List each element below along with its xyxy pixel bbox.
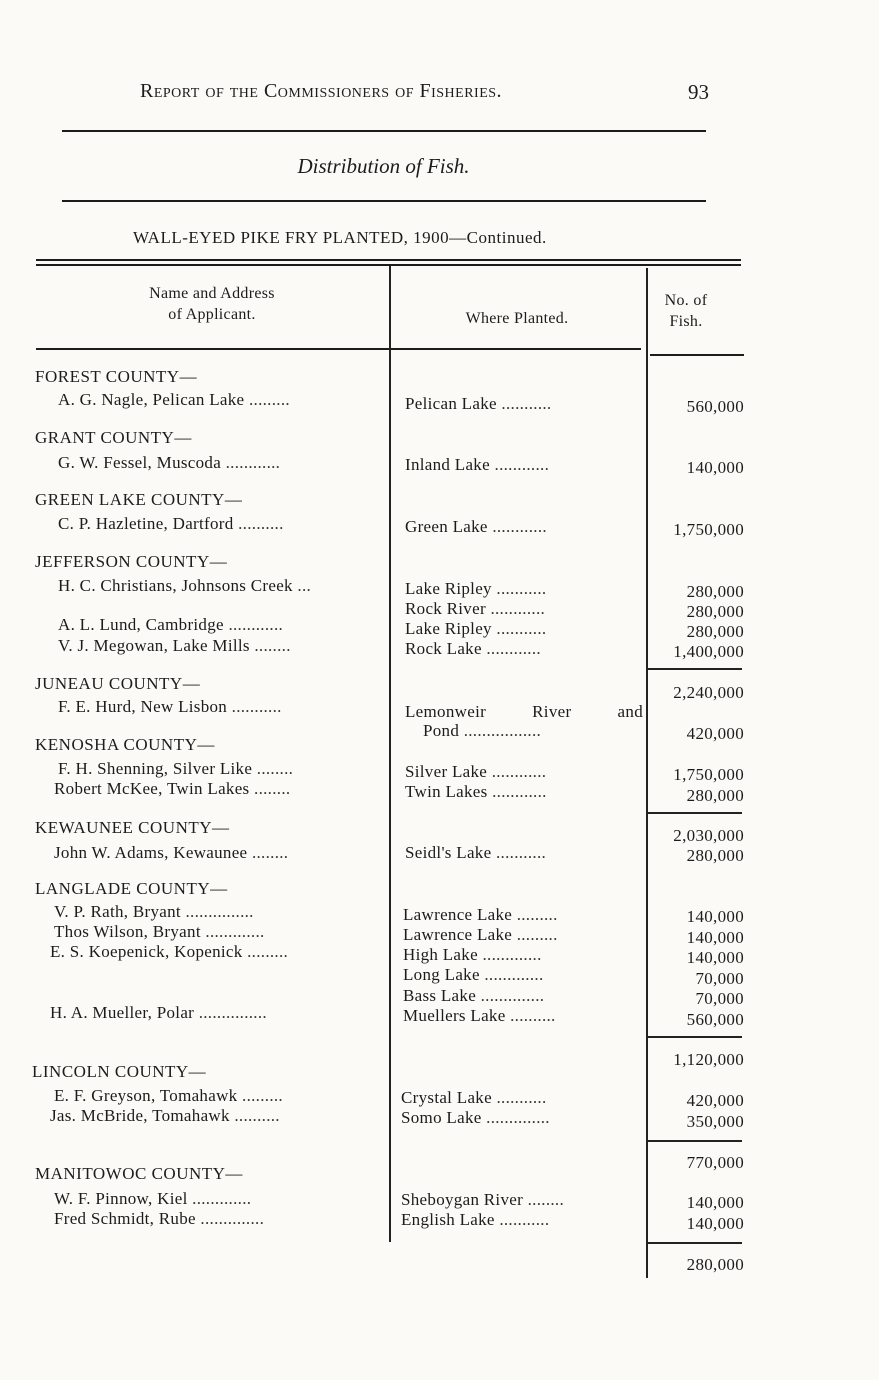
column-header-applicant-line-2: of Applicant.: [168, 306, 256, 323]
column-header-applicant: [36, 283, 388, 325]
applicant-name: G. W. Fessel, Muscoda: [58, 453, 222, 472]
fish-count: 140,000: [686, 1193, 744, 1212]
applicant-entry: F. E. Hurd, New Lisbon ...........: [58, 697, 282, 716]
place-entry: Silver Lake ............: [405, 762, 547, 781]
place-entry: Muellers Lake ..........: [403, 1006, 556, 1025]
place-name: Green Lake: [405, 517, 488, 536]
fish-count: 70,000: [695, 969, 744, 988]
applicant-entry: Fred Schmidt, Rube ..............: [54, 1209, 265, 1228]
applicant-entry: C. P. Hazletine, Dartford ..........: [58, 514, 284, 533]
applicant-name: F. E. Hurd, New Lisbon: [58, 697, 228, 716]
applicant-entry: W. F. Pinnow, Kiel .............: [54, 1189, 252, 1208]
place-name: Silver Lake: [405, 762, 488, 781]
place-name: Lake Ripley: [405, 619, 492, 638]
place-name: Lawrence Lake: [403, 905, 513, 924]
applicant-entry: Jas. McBride, Tomahawk ..........: [50, 1106, 280, 1125]
applicant-entry: H. C. Christians, Johnsons Creek ...: [58, 576, 312, 595]
place-name: Pond: [423, 721, 460, 740]
fish-count: 560,000: [686, 1010, 744, 1029]
applicant-entry: F. H. Shenning, Silver Like ........: [58, 759, 294, 778]
fish-count: 280,000: [686, 846, 744, 865]
county-heading: MANITOWOC COUNTY—: [35, 1164, 243, 1183]
column-header-where: Where Planted.: [465, 310, 569, 327]
subtotal-rule: [646, 668, 742, 670]
applicant-name: W. F. Pinnow, Kiel: [54, 1189, 188, 1208]
place-name: Long Lake: [403, 965, 480, 984]
table-title: WALL-EYED PIKE FRY PLANTED, 1900—Continued.: [133, 228, 547, 247]
fish-count: 140,000: [686, 907, 744, 926]
applicant-name: H. A. Mueller, Polar: [50, 1003, 195, 1022]
subtotal-rule: [646, 1036, 742, 1038]
applicant-entry: Robert McKee, Twin Lakes ........: [54, 779, 291, 798]
applicant-name: C. P. Hazletine, Dartford: [58, 514, 234, 533]
place-entry: Pelican Lake ...........: [405, 394, 552, 413]
fish-count: 1,750,000: [673, 520, 744, 539]
place-name: High Lake: [403, 945, 478, 964]
fish-subtotal: 2,030,000: [673, 826, 744, 845]
place-name: Lake Ripley: [405, 579, 492, 598]
header-bottom-rule: [36, 348, 641, 350]
applicant-entry: A. L. Lund, Cambridge ............: [58, 615, 284, 634]
applicant-name: Fred Schmidt, Rube: [54, 1209, 196, 1228]
applicant-name: E. F. Greyson, Tomahawk: [54, 1086, 238, 1105]
applicant-name: V. J. Megowan, Lake Mills: [58, 636, 250, 655]
place-name: Bass Lake: [403, 986, 477, 1005]
fish-count: 420,000: [686, 724, 744, 743]
county-heading: JUNEAU COUNTY—: [35, 674, 201, 693]
place-entry: Lawrence Lake .........: [403, 925, 558, 944]
applicant-entry: John W. Adams, Kewaunee ........: [54, 843, 289, 862]
place-name: Lemonweir River and: [405, 702, 643, 721]
county-heading: LANGLADE COUNTY—: [35, 879, 228, 898]
applicant-name: E. S. Koepenick, Kopenick: [50, 942, 243, 961]
fish-count: 140,000: [686, 928, 744, 947]
place-entry: Lake Ripley ...........: [405, 619, 547, 638]
applicant-name: Thos Wilson, Bryant: [54, 922, 201, 941]
fish-count: 70,000: [695, 989, 744, 1008]
place-name: Rock River: [405, 599, 486, 618]
fish-count: 280,000: [686, 602, 744, 621]
place-name: Crystal Lake: [401, 1088, 492, 1107]
applicant-entry: E. F. Greyson, Tomahawk .........: [54, 1086, 283, 1105]
county-heading: KEWAUNEE COUNTY—: [35, 818, 230, 837]
applicant-name: H. C. Christians, Johnsons Creek: [58, 576, 293, 595]
place-entry: Lawrence Lake .........: [403, 905, 558, 924]
fish-count: 1,400,000: [673, 642, 744, 661]
place-name: Inland Lake: [405, 455, 490, 474]
subtotal-rule: [646, 1242, 742, 1244]
applicant-name: Jas. McBride, Tomahawk: [50, 1106, 230, 1125]
place-entry: Rock Lake ............: [405, 639, 541, 658]
header-bottom-rule-num: [650, 354, 744, 356]
table-top-rule: [36, 259, 741, 261]
fish-count: 560,000: [686, 397, 744, 416]
fish-subtotal: 770,000: [686, 1153, 744, 1172]
county-heading: GRANT COUNTY—: [35, 428, 192, 447]
place-name: English Lake: [401, 1210, 495, 1229]
applicant-entry: V. P. Rath, Bryant ...............: [54, 902, 254, 921]
place-entry: Sheboygan River ........: [401, 1190, 565, 1209]
fish-count: 140,000: [686, 458, 744, 477]
place-entry: Seidl's Lake ...........: [405, 843, 547, 862]
place-entry: Green Lake ............: [405, 517, 547, 536]
place-entry: Lake Ripley ...........: [405, 579, 547, 598]
fish-count: 280,000: [686, 786, 744, 805]
subtotal-rule: [646, 1140, 742, 1142]
place-entry: Rock River ............: [405, 599, 546, 618]
fish-subtotal: 1,120,000: [673, 1050, 744, 1069]
page-number: 93: [688, 80, 709, 104]
fish-count: 280,000: [686, 622, 744, 641]
fish-subtotal: 280,000: [686, 1255, 744, 1274]
fish-count: 1,750,000: [673, 765, 744, 784]
place-name: Muellers Lake: [403, 1006, 506, 1025]
place-name: Somo Lake: [401, 1108, 482, 1127]
column-header-count: [650, 290, 722, 332]
place-name: Seidl's Lake: [405, 843, 492, 862]
place-entry: [405, 702, 643, 722]
place-name: Lawrence Lake: [403, 925, 513, 944]
fish-count: 420,000: [686, 1091, 744, 1110]
header-rule: [62, 130, 706, 132]
county-heading: KENOSHA COUNTY—: [35, 735, 215, 754]
applicant-name: John W. Adams, Kewaunee: [54, 843, 248, 862]
section-rule: [62, 200, 706, 202]
section-title: Distribution of Fish.: [297, 154, 470, 178]
column-header-applicant-line-1: Name and Address: [149, 285, 275, 302]
place-entry: Long Lake .............: [403, 965, 544, 984]
fish-count: 140,000: [686, 948, 744, 967]
place-entry: Somo Lake ..............: [401, 1108, 550, 1127]
applicant-name: V. P. Rath, Bryant: [54, 902, 181, 921]
applicant-entry: V. J. Megowan, Lake Mills ........: [58, 636, 291, 655]
place-entry: Bass Lake ..............: [403, 986, 545, 1005]
column-divider-1: [389, 266, 391, 1242]
county-heading: GREEN LAKE COUNTY—: [35, 490, 243, 509]
place-entry: Inland Lake ............: [405, 455, 550, 474]
county-heading: LINCOLN COUNTY—: [32, 1062, 207, 1081]
applicant-entry: H. A. Mueller, Polar ...............: [50, 1003, 267, 1022]
subtotal-rule: [646, 812, 742, 814]
applicant-entry: A. G. Nagle, Pelican Lake .........: [58, 390, 290, 409]
place-name: Pelican Lake: [405, 394, 497, 413]
fish-count: 140,000: [686, 1214, 744, 1233]
place-name: Twin Lakes: [405, 782, 488, 801]
place-name: Sheboygan River: [401, 1190, 524, 1209]
applicant-entry: E. S. Koepenick, Kopenick .........: [50, 942, 289, 961]
place-entry: Crystal Lake ...........: [401, 1088, 547, 1107]
applicant-entry: Thos Wilson, Bryant .............: [54, 922, 265, 941]
county-heading: JEFFERSON COUNTY—: [35, 552, 228, 571]
column-header-count-line-1: No. of: [664, 292, 708, 309]
fish-subtotal: 2,240,000: [673, 683, 744, 702]
place-entry: High Lake .............: [403, 945, 542, 964]
applicant-name: A. G. Nagle, Pelican Lake: [58, 390, 245, 409]
place-entry: Twin Lakes ............: [405, 782, 547, 801]
column-header-count-line-2: Fish.: [669, 313, 703, 330]
place-entry: English Lake ...........: [401, 1210, 550, 1229]
applicant-name: A. L. Lund, Cambridge: [58, 615, 224, 634]
place-name: Rock Lake: [405, 639, 482, 658]
applicant-name: Robert McKee, Twin Lakes: [54, 779, 250, 798]
place-entry: Pond .................: [423, 721, 542, 740]
applicant-name: F. H. Shenning, Silver Like: [58, 759, 253, 778]
fish-count: 280,000: [686, 582, 744, 601]
fish-count: 350,000: [686, 1112, 744, 1131]
applicant-entry: G. W. Fessel, Muscoda ............: [58, 453, 281, 472]
running-title: Report of the Commissioners of Fisheries.: [140, 80, 503, 102]
county-heading: FOREST COUNTY—: [35, 367, 198, 386]
